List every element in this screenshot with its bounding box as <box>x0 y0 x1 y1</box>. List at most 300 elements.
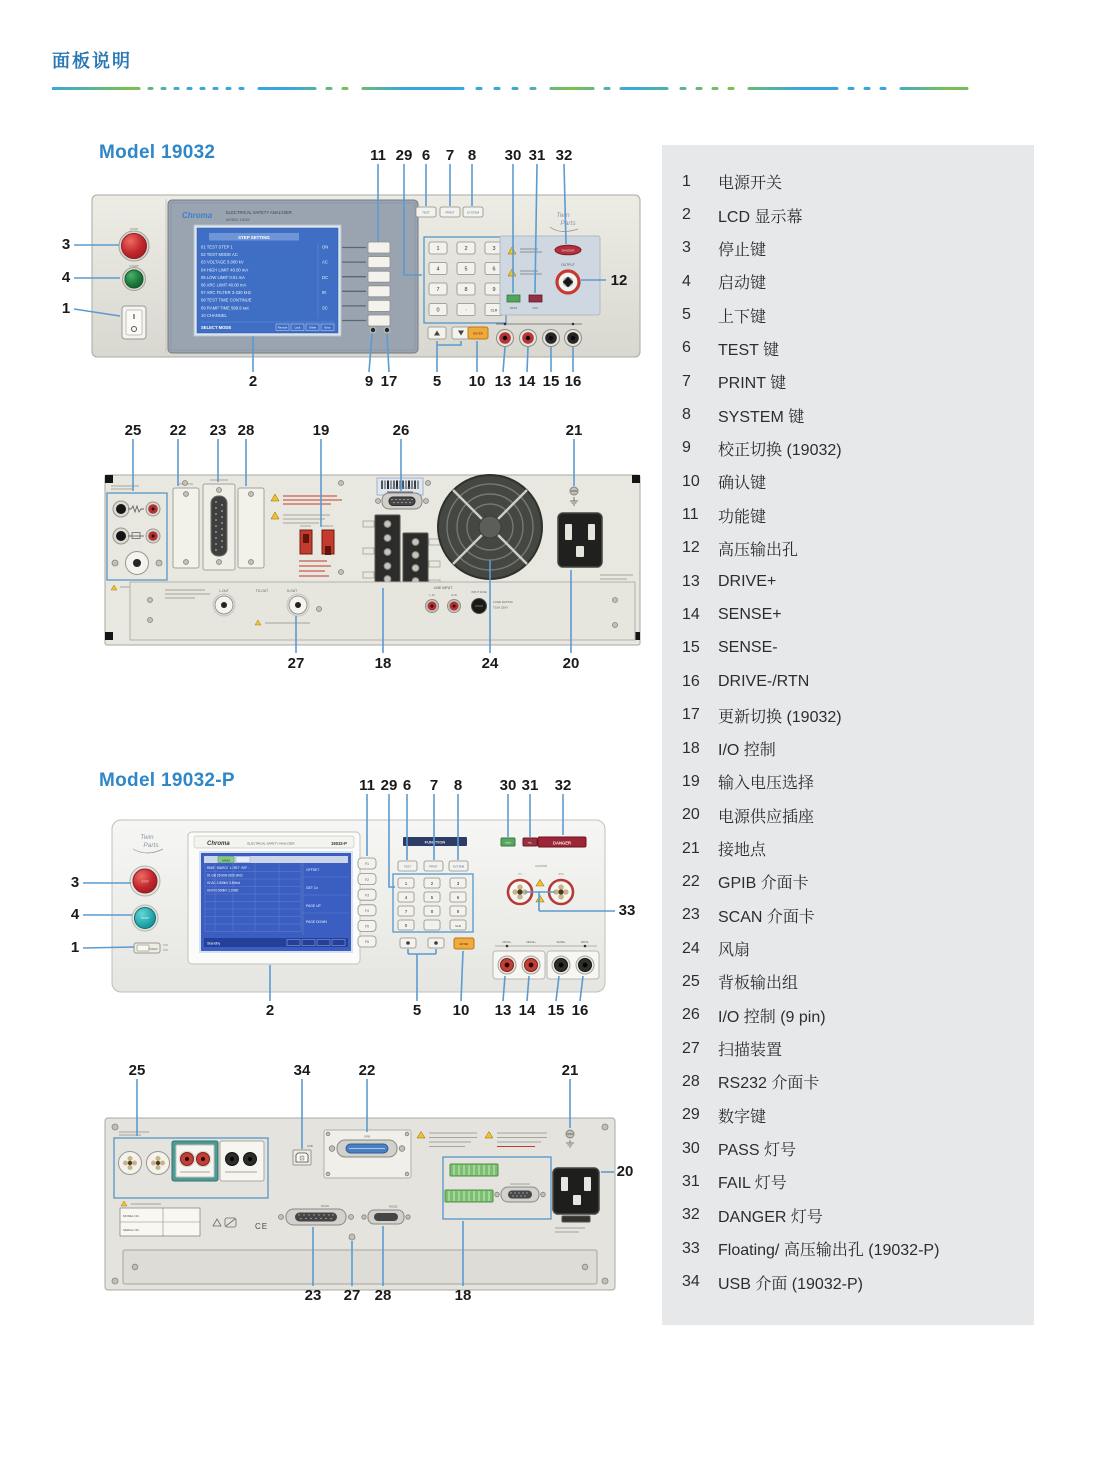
legend-item-label: SENSE+ <box>718 606 782 624</box>
legend-item-label: LCD 显示幕 <box>718 208 803 226</box>
svg-text:USB: USB <box>307 1144 313 1148</box>
legend-item-label: FAIL 灯号 <box>718 1175 787 1193</box>
svg-text:34: 34 <box>293 1062 311 1079</box>
svg-text:15: 15 <box>542 373 560 390</box>
svg-text:ON: ON <box>322 244 329 250</box>
svg-text:F2: F2 <box>365 877 369 882</box>
svg-text:FUNCTION: FUNCTION <box>424 839 446 845</box>
svg-text:15: 15 <box>547 1002 565 1019</box>
legend-item-number: 3 <box>682 239 691 257</box>
svg-text:IR: IR <box>322 290 327 296</box>
svg-text:31: 31 <box>521 777 539 794</box>
svg-text:SELECT MODE: SELECT MODE <box>201 325 232 330</box>
legend-item-label: DRIVE-/RTN <box>718 672 810 690</box>
svg-text:17: 17 <box>380 373 398 390</box>
svg-text:N-IN: N-IN <box>451 594 457 597</box>
svg-text:Lock: Lock <box>294 326 301 330</box>
svg-text:30: 30 <box>499 777 517 794</box>
legend-item-label: PRINT 键 <box>718 375 787 393</box>
svg-text:F5: F5 <box>365 924 369 929</box>
svg-text:23: 23 <box>304 1287 322 1304</box>
legend-item <box>662 432 1034 465</box>
svg-text:RS232: RS232 <box>389 1204 398 1209</box>
legend-item-number: 14 <box>682 606 700 624</box>
svg-text:POWER: POWER <box>148 948 158 951</box>
svg-text:GPIB: GPIB <box>364 1135 370 1139</box>
legend-item-number: 18 <box>682 739 700 757</box>
svg-text:04 HIGH LIMIT 40.00 mA: 04 HIGH LIMIT 40.00 mA <box>201 267 249 273</box>
svg-text:23: 23 <box>209 422 227 439</box>
legend-item-label: USB 介面 (19032-P) <box>718 1275 863 1293</box>
svg-text:OUTPUT: OUTPUT <box>561 263 575 267</box>
legend-item <box>662 1065 1034 1098</box>
legend-item-number: 1 <box>682 172 691 190</box>
svg-text:03 IR 0.500kV 1.0 MΩ: 03 IR 0.500kV 1.0 MΩ <box>207 888 239 893</box>
svg-text:MODE SOURCE LIMIT REF.: MODE SOURCE LIMIT REF. <box>207 866 250 870</box>
svg-text:29: 29 <box>380 777 398 794</box>
legend-item-label: 更新切换 (19032) <box>718 708 842 726</box>
legend-item <box>662 265 1034 298</box>
down-key-dot-icon <box>434 941 438 945</box>
svg-text:28: 28 <box>374 1287 392 1304</box>
legend-item-label: Floating/ 高压输出孔 (19032-P) <box>718 1242 940 1260</box>
legend-item-label: 高压输出孔 <box>718 541 799 559</box>
svg-text:33: 33 <box>618 902 636 919</box>
legend-item-label: GPIB 介面卡 <box>718 875 809 893</box>
svg-text:19032-P: 19032-P <box>331 841 347 846</box>
legend-item-number: 26 <box>682 1006 700 1024</box>
legend-item <box>662 865 1034 898</box>
legend-item-label: I/O 控制 <box>718 742 776 760</box>
legend-item <box>662 232 1034 265</box>
svg-text:9: 9 <box>456 909 460 914</box>
legend-item-label: SCAN 介面卡 <box>718 908 815 926</box>
legend-item-number: 21 <box>682 839 700 857</box>
figure-19032-front <box>30 145 645 400</box>
legend-item-label: 风扇 <box>718 942 751 960</box>
svg-text:10 CHANNEL: 10 CHANNEL <box>201 312 227 318</box>
legend-item <box>662 365 1034 398</box>
svg-text:MAIN: MAIN <box>222 858 230 863</box>
svg-text:11: 11 <box>359 777 375 794</box>
legend-item <box>662 632 1034 665</box>
model-19032-title: Model 19032 <box>99 142 216 163</box>
fail-lamp <box>523 838 537 846</box>
svg-text:27: 27 <box>343 1287 361 1304</box>
svg-text:03 VOLTAGE 5.000 kV: 03 VOLTAGE 5.000 kV <box>201 259 244 265</box>
legend-item <box>662 1099 1034 1132</box>
legend-item <box>662 498 1034 531</box>
legend-item-number: 29 <box>682 1106 700 1124</box>
legend-item-label: I/O 控制 (9 pin) <box>718 1008 826 1026</box>
ce-mark: CE <box>255 1222 269 1231</box>
svg-text:STEP SETTING: STEP SETTING <box>238 235 270 240</box>
svg-text:32: 32 <box>554 777 572 794</box>
svg-text:GET Cx: GET Cx <box>306 886 318 890</box>
svg-text:ENTER: ENTER <box>473 331 483 336</box>
legend-item-label: 电源开关 <box>718 175 783 193</box>
legend-item-label: 电源供应插座 <box>718 808 815 826</box>
legend-item <box>662 1232 1034 1265</box>
legend-panel <box>662 145 1034 1325</box>
model-serial-label <box>120 1208 200 1236</box>
svg-text:3: 3 <box>492 246 496 253</box>
svg-text:ENTER: ENTER <box>459 943 469 946</box>
svg-text:5: 5 <box>412 1002 422 1019</box>
figure-19032p-rear <box>65 1060 655 1315</box>
legend-item <box>662 765 1034 798</box>
svg-text:·: · <box>431 923 433 928</box>
svg-text:2: 2 <box>265 1002 275 1019</box>
svg-text:ELECTRICAL SAFETY ANALYZER: ELECTRICAL SAFETY ANALYZER <box>226 210 292 215</box>
svg-text:F4: F4 <box>365 909 369 913</box>
legend-item-label: 确认键 <box>718 475 767 493</box>
scan-card <box>203 480 235 570</box>
legend-item-number: 27 <box>682 1039 700 1057</box>
svg-text:Remote: Remote <box>277 326 288 330</box>
svg-text:18: 18 <box>374 655 392 672</box>
svg-text:12: 12 <box>610 272 628 289</box>
svg-text:L-OUT: L-OUT <box>219 589 229 593</box>
brand-stamp: Twin <box>140 834 154 841</box>
svg-text:H.V: H.V <box>518 873 522 876</box>
svg-text:27: 27 <box>287 655 305 672</box>
device-19032p-rear <box>105 1118 615 1290</box>
svg-text:START: START <box>129 264 139 268</box>
model-19032p-title: Model 19032-P <box>99 770 235 791</box>
legend-item <box>662 899 1034 932</box>
legend-item-label: 启动键 <box>718 275 767 293</box>
cal-switch-indicator <box>370 327 376 333</box>
svg-text:PRINT: PRINT <box>445 210 455 215</box>
svg-text:6: 6 <box>421 147 431 164</box>
legend-item-number: 15 <box>682 639 700 657</box>
svg-text:DRIVE+: DRIVE+ <box>502 941 512 944</box>
legend-item <box>662 1265 1034 1298</box>
legend-item <box>662 832 1034 865</box>
svg-text:02 TEST MODE AC: 02 TEST MODE AC <box>201 252 238 258</box>
legend-item-number: 19 <box>682 772 700 790</box>
danger-lamp <box>555 245 581 255</box>
legend-item-label: 扫描装置 <box>718 1042 783 1060</box>
svg-text:Parts: Parts <box>143 842 159 849</box>
figure-19032-rear <box>95 420 650 685</box>
svg-text:1: 1 <box>436 246 440 253</box>
svg-text:RTN: RTN <box>558 873 564 876</box>
svg-text:0: 0 <box>404 923 408 928</box>
svg-text:3: 3 <box>70 874 80 891</box>
svg-text:TEST: TEST <box>403 864 412 869</box>
svg-text:DRIVE-: DRIVE- <box>580 941 590 944</box>
svg-text:DANGER: DANGER <box>561 248 575 253</box>
svg-text:21: 21 <box>561 1062 579 1079</box>
legend-item-label: 接地点 <box>718 842 767 860</box>
power-switch <box>122 306 146 339</box>
svg-text:02 AC 2.500kV 3.50mA: 02 AC 2.500kV 3.50mA <box>207 881 241 885</box>
svg-text:07 ARC FILTER 3-230 kHz: 07 ARC FILTER 3-230 kHz <box>201 290 251 296</box>
svg-text:2: 2 <box>430 881 434 886</box>
svg-text:13: 13 <box>494 373 512 390</box>
svg-text:T10A 250V: T10A 250V <box>493 605 508 610</box>
svg-text:11: 11 <box>370 147 386 164</box>
legend-item-label: 数字键 <box>718 1108 767 1126</box>
legend-item <box>662 799 1034 832</box>
svg-text:SENSE+: SENSE+ <box>526 941 536 944</box>
svg-text:3: 3 <box>61 236 71 253</box>
brand-logo: Chroma <box>182 211 213 220</box>
figure-19032p-front <box>55 775 655 1035</box>
svg-text:22: 22 <box>358 1062 376 1079</box>
svg-text:MODEL NO.: MODEL NO. <box>123 1214 140 1218</box>
svg-text:Twin: Twin <box>556 212 570 219</box>
svg-text:28: 28 <box>237 422 255 439</box>
legend-item <box>662 1165 1034 1198</box>
svg-text:19: 19 <box>312 422 330 439</box>
svg-text:SENSE-: SENSE- <box>556 941 566 944</box>
svg-text:25: 25 <box>128 1062 146 1079</box>
legend-item <box>662 332 1034 365</box>
legend-item-number: 34 <box>682 1273 700 1291</box>
svg-text:18: 18 <box>454 1287 472 1304</box>
svg-text:LINE INPUT: LINE INPUT <box>433 586 453 590</box>
svg-text:3: 3 <box>456 881 460 886</box>
legend-item-number: 8 <box>682 406 691 424</box>
svg-text:9: 9 <box>492 287 496 294</box>
legend-item-number: 24 <box>682 939 700 957</box>
page-title: 面板说明 <box>52 51 132 71</box>
svg-text:0: 0 <box>436 307 440 314</box>
svg-text:24: 24 <box>481 655 499 672</box>
legend-item-label: TEST 键 <box>718 341 780 359</box>
legend-item-number: 23 <box>682 906 700 924</box>
svg-text:10: 10 <box>452 1002 470 1019</box>
svg-text:6: 6 <box>492 266 496 273</box>
legend-item <box>662 598 1034 631</box>
device-19032p-front <box>112 820 605 992</box>
legend-item <box>662 165 1034 198</box>
svg-text:L-IN: L-IN <box>429 594 435 597</box>
svg-text:14: 14 <box>518 1002 536 1019</box>
legend-item-label: PASS 灯号 <box>718 1142 796 1160</box>
svg-text:5: 5 <box>430 895 434 900</box>
svg-text:F3: F3 <box>365 893 369 898</box>
legend-item-number: 9 <box>682 439 691 457</box>
legend-item-label: 功能键 <box>718 508 767 526</box>
svg-text:13: 13 <box>494 1002 512 1019</box>
svg-text:Parts: Parts <box>560 220 576 227</box>
svg-text:6: 6 <box>402 777 412 794</box>
svg-text:1: 1 <box>70 939 80 956</box>
legend-item-number: 6 <box>682 339 691 357</box>
svg-text:4: 4 <box>70 906 80 923</box>
svg-text:30: 30 <box>504 147 522 164</box>
legend-item-number: 11 <box>682 506 699 524</box>
svg-text:8: 8 <box>430 909 434 914</box>
legend-item-number: 28 <box>682 1072 700 1090</box>
legend-item <box>662 565 1034 598</box>
legend-item-number: 12 <box>682 539 700 557</box>
legend-item <box>662 699 1034 732</box>
system-keys <box>416 207 483 217</box>
legend-item-label: DANGER 灯号 <box>718 1208 823 1226</box>
svg-text:PRINT: PRINT <box>429 864 438 869</box>
enter-key <box>468 327 488 339</box>
svg-text:PAGE DOWN: PAGE DOWN <box>306 920 327 924</box>
svg-text:SCAN: SCAN <box>321 1204 329 1208</box>
svg-text:05 LOW LIMIT 0.01 mA: 05 LOW LIMIT 0.01 mA <box>201 274 245 280</box>
legend-item-number: 5 <box>682 306 691 324</box>
svg-text:TEST: TEST <box>422 210 430 215</box>
svg-text:CAUTION: CAUTION <box>535 865 547 868</box>
legend-item-number: 2 <box>682 206 691 224</box>
svg-text:22: 22 <box>169 422 187 439</box>
legend-item-number: 17 <box>682 706 700 724</box>
svg-text:1: 1 <box>61 300 71 317</box>
svg-text:06 ARC LIMIT 40.00 mA: 06 ARC LIMIT 40.00 mA <box>201 282 247 288</box>
legend-item <box>662 932 1034 965</box>
legend-item-number: 31 <box>682 1172 700 1190</box>
stop-button <box>130 866 160 896</box>
danger-lamp <box>538 837 586 847</box>
svg-text:FAIL: FAIL <box>532 306 539 310</box>
legend-item-number: 10 <box>682 472 700 490</box>
svg-text:AC: AC <box>322 259 328 265</box>
legend-item-label: 停止键 <box>718 241 767 259</box>
legend-list <box>662 145 1034 1299</box>
legend-item <box>662 398 1034 431</box>
svg-text:FUSE RATING: FUSE RATING <box>493 600 513 604</box>
svg-text:6: 6 <box>456 895 460 900</box>
gpib-slot <box>173 484 199 568</box>
svg-text:START: START <box>141 917 149 921</box>
svg-text:2: 2 <box>464 246 468 253</box>
svg-text:F6: F6 <box>365 940 369 945</box>
device-19032-front <box>92 195 640 357</box>
svg-text:01 GB 25.00A 0100.0mΩ: 01 GB 25.00A 0100.0mΩ <box>207 873 243 878</box>
legend-item-label: DRIVE+ <box>718 572 777 590</box>
legend-item-number: 16 <box>682 672 700 690</box>
legend-item <box>662 665 1034 698</box>
decorative-divider <box>52 86 1050 91</box>
legend-item-number: 32 <box>682 1206 700 1224</box>
legend-item <box>662 532 1034 565</box>
legend-item-number: 33 <box>682 1239 700 1257</box>
legend-item-number: 4 <box>682 272 691 290</box>
svg-text:2: 2 <box>248 373 258 390</box>
legend-item <box>662 298 1034 331</box>
legend-item-label: 上下键 <box>718 308 767 326</box>
svg-text:F1: F1 <box>365 862 369 867</box>
svg-text:1: 1 <box>404 881 408 886</box>
svg-text:29: 29 <box>395 147 413 164</box>
svg-text:7: 7 <box>404 909 408 914</box>
gpib-connector <box>324 1130 411 1178</box>
legend-item-number: 25 <box>682 972 700 990</box>
svg-text:10: 10 <box>468 373 486 390</box>
legend-item-label: 输入电压选择 <box>718 775 815 793</box>
legend-item <box>662 465 1034 498</box>
legend-item-number: 22 <box>682 872 700 890</box>
svg-text:PAGE UP: PAGE UP <box>306 904 321 908</box>
lcd-display <box>188 832 360 964</box>
svg-text:4: 4 <box>436 266 440 273</box>
svg-text:Offset: Offset <box>308 326 317 330</box>
svg-text:26: 26 <box>392 422 410 439</box>
legend-item <box>662 1032 1034 1065</box>
svg-text:ELECTRICAL SAFETY ANALYZER: ELECTRICAL SAFETY ANALYZER <box>247 841 295 846</box>
svg-text:FAIL: FAIL <box>527 842 533 845</box>
svg-text:STOP: STOP <box>141 880 149 884</box>
svg-text:25: 25 <box>124 422 142 439</box>
legend-item-label: SYSTEM 键 <box>718 408 805 426</box>
svg-text:H-OUT: H-OUT <box>286 589 298 593</box>
legend-item-number: 7 <box>682 372 691 390</box>
svg-text:8: 8 <box>467 147 477 164</box>
svg-text:PASS: PASS <box>509 306 518 310</box>
legend-item <box>662 732 1034 765</box>
svg-text:31: 31 <box>528 147 546 164</box>
svg-text:5: 5 <box>432 373 442 390</box>
svg-text:4: 4 <box>404 895 408 900</box>
legend-item <box>662 1132 1034 1165</box>
legend-item <box>662 965 1034 998</box>
brand-logo: Chroma <box>207 841 230 847</box>
svg-text:SERIAL NO.: SERIAL NO. <box>123 1228 140 1232</box>
svg-text:7: 7 <box>436 287 440 294</box>
legend-item-label: SENSE- <box>718 639 778 657</box>
svg-text:32: 32 <box>555 147 573 164</box>
legend-item-number: 30 <box>682 1139 700 1157</box>
svg-text:SYSTEM: SYSTEM <box>466 210 480 215</box>
svg-text:INPUT FUSE: INPUT FUSE <box>471 591 487 594</box>
legend-item-number: 20 <box>682 806 700 824</box>
svg-text:CLR: CLR <box>490 308 498 313</box>
svg-text:20: 20 <box>562 655 580 672</box>
legend-item-label: RS232 介面卡 <box>718 1075 820 1093</box>
start-button <box>132 905 158 931</box>
scanner-screw <box>349 1234 355 1240</box>
device-19032-rear <box>105 475 640 645</box>
svg-text:MODEL 19032: MODEL 19032 <box>226 218 250 222</box>
svg-text:21: 21 <box>565 422 583 439</box>
rs232-slot <box>238 488 264 568</box>
svg-text:14: 14 <box>518 373 536 390</box>
svg-text:16: 16 <box>571 1002 589 1019</box>
svg-text:·: · <box>465 307 467 314</box>
ac-inlet <box>558 513 602 567</box>
svg-text:4: 4 <box>61 269 71 286</box>
pass-lamp <box>501 838 515 846</box>
legend-item <box>662 1199 1034 1232</box>
svg-text:5: 5 <box>464 266 468 273</box>
svg-text:9: 9 <box>364 373 374 390</box>
svg-text:09 RAMP TIME 999.9 sec: 09 RAMP TIME 999.9 sec <box>201 305 250 311</box>
svg-text:Standby: Standby <box>207 941 221 946</box>
legend-item-number: 13 <box>682 572 700 590</box>
legend-item-label: 校正切换 (19032) <box>718 441 842 459</box>
svg-text:08 TEST TIME CONTINUE: 08 TEST TIME CONTINUE <box>201 297 252 303</box>
svg-text:DC: DC <box>322 274 329 280</box>
module-bay <box>123 1250 597 1284</box>
svg-text:8: 8 <box>453 777 463 794</box>
svg-text:01 TEST STEP 1: 01 TEST STEP 1 <box>201 244 233 250</box>
svg-text:SYSTEM: SYSTEM <box>452 864 465 869</box>
update-switch-indicator <box>384 327 390 333</box>
svg-text:STOP: STOP <box>129 227 139 231</box>
barcode-label <box>377 478 423 495</box>
svg-text:TO-OUT: TO-OUT <box>255 589 269 593</box>
svg-text:Error: Error <box>324 326 331 330</box>
